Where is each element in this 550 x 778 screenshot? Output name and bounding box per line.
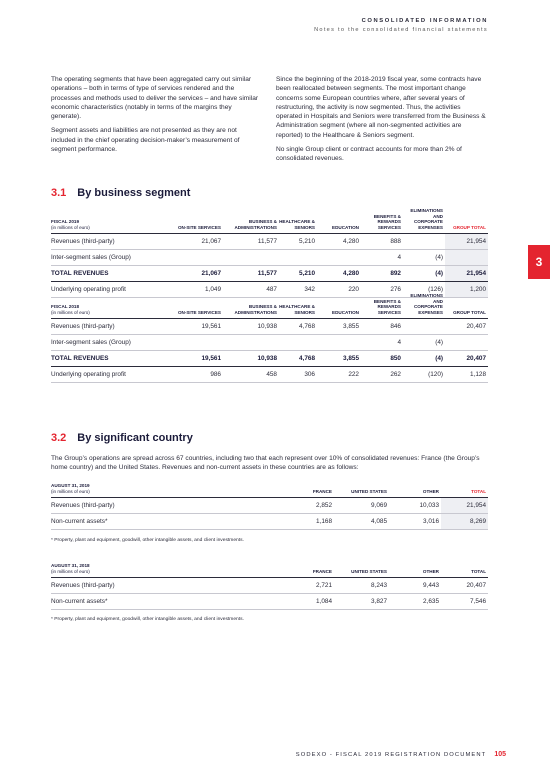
row-label: Underlying operating profit: [51, 282, 171, 298]
page-number: 105: [494, 751, 506, 758]
table-cell: 3,827: [334, 594, 389, 610]
table-cell: 342: [279, 282, 317, 298]
table-row: [51, 578, 488, 594]
table-cell: 1,049: [171, 282, 223, 298]
column-header-fiscal: FISCAL 2018 (in millions of euro): [51, 304, 90, 315]
table-cell: [317, 250, 361, 266]
column-header-date: AUGUST 31, 2018 (in millions of euro): [51, 563, 90, 574]
table-cell: 20,407: [445, 351, 488, 367]
column-header-total: TOTAL: [471, 488, 486, 494]
table-cell: [279, 250, 317, 266]
table-cell: [171, 335, 223, 351]
segment-table-2019: [51, 208, 488, 298]
table-cell: 21,067: [171, 266, 223, 282]
table-cell: 10,033: [389, 498, 441, 514]
table-cell: 9,069: [334, 498, 389, 514]
column-header: ON-SITE SERVICES: [177, 224, 221, 230]
column-header: BENEFITS & REWARDS SERVICES: [373, 298, 401, 315]
table-cell: [171, 250, 223, 266]
header-title: CONSOLIDATED INFORMATION: [361, 18, 488, 24]
intro-right-column: [276, 75, 488, 169]
section-title-significant-country: [51, 432, 193, 444]
intro-text: [51, 75, 488, 169]
table-cell: [223, 335, 279, 351]
table-cell: 4: [361, 250, 403, 266]
country-table-2019: [51, 483, 488, 530]
table-cell: (4): [403, 335, 445, 351]
table-cell: [403, 319, 445, 335]
table-cell: 20,407: [441, 578, 488, 594]
row-label: TOTAL REVENUES: [51, 351, 171, 367]
table-cell: [279, 335, 317, 351]
table-cell: 220: [317, 282, 361, 298]
table-row: [51, 266, 488, 282]
table-cell: [223, 250, 279, 266]
table-cell: 5,210: [279, 266, 317, 282]
table-cell: [317, 335, 361, 351]
segment-table-2018: [51, 293, 488, 383]
table-row: [51, 319, 488, 335]
table-cell: 21,954: [445, 234, 488, 250]
table-cell: 21,954: [445, 266, 488, 282]
table-cell: 846: [361, 319, 403, 335]
column-header: FRANCE: [312, 568, 332, 574]
table-cell: (4): [403, 250, 445, 266]
table-cell: 8,243: [334, 578, 389, 594]
table-cell: 888: [361, 234, 403, 250]
table-cell: 10,938: [223, 319, 279, 335]
table-header-row: [51, 293, 488, 319]
table-cell: 4,768: [279, 319, 317, 335]
row-label: Revenues (third-party): [51, 498, 283, 514]
table-cell: 4,280: [317, 234, 361, 250]
table-cell: 276: [361, 282, 403, 298]
intro-paragraph: Segment assets and liabilities are not presented as they are not included in the chief operating decision-maker’s measurement of segment performance.: [51, 127, 240, 154]
table-row: [51, 335, 488, 351]
table-cell: (4): [403, 351, 445, 367]
table-cell: 262: [361, 367, 403, 383]
intro-paragraph: No single Group client or contract accounts for more than 2% of consolidated revenues.: [276, 146, 462, 163]
row-label: Underlying operating profit: [51, 367, 171, 383]
row-label: Revenues (third-party): [51, 578, 283, 594]
table-cell: 1,128: [445, 367, 488, 383]
table-header-row: [51, 563, 488, 578]
table-cell: 1,200: [445, 282, 488, 298]
table-cell: 9,443: [389, 578, 441, 594]
column-header: ELIMINATIONS AND CORPORATE EXPENSES: [410, 293, 443, 315]
table-cell: [445, 335, 488, 351]
country-table-2018: [51, 563, 488, 610]
row-label: Revenues (third-party): [51, 234, 171, 250]
column-header: ELIMINATIONS AND CORPORATE EXPENSES: [410, 208, 443, 230]
table-cell: 2,635: [389, 594, 441, 610]
column-header: UNITED STATES: [351, 568, 387, 574]
table-cell: 1,084: [283, 594, 334, 610]
table-cell: [445, 250, 488, 266]
chapter-tab: 3: [528, 245, 550, 279]
table-row: [51, 351, 488, 367]
table-row: [51, 250, 488, 266]
row-label: Inter-segment sales (Group): [51, 250, 171, 266]
table-cell: 892: [361, 266, 403, 282]
table-cell: 21,954: [441, 498, 488, 514]
section-title-business-segment: [51, 187, 190, 199]
column-header: OTHER: [422, 488, 439, 494]
table-cell: 21,067: [171, 234, 223, 250]
table-cell: (120): [403, 367, 445, 383]
column-header: EDUCATION: [332, 224, 359, 230]
table-header-row: [51, 483, 488, 498]
table-row: [51, 514, 488, 530]
row-label: TOTAL REVENUES: [51, 266, 171, 282]
intro-left-column: [51, 75, 263, 169]
table-cell: 11,577: [223, 266, 279, 282]
column-header: HEALTHCARE & SENIORS: [279, 219, 315, 230]
table-cell: 4,085: [334, 514, 389, 530]
column-header: HEALTHCARE & SENIORS: [279, 304, 315, 315]
table-cell: 4: [361, 335, 403, 351]
section-heading: By significant country: [77, 432, 193, 444]
table-row: [51, 367, 488, 383]
table-row: [51, 594, 488, 610]
column-header-fiscal: FISCAL 2019 (in millions of euro): [51, 219, 90, 230]
table-cell: 11,577: [223, 234, 279, 250]
table-cell: 3,855: [317, 319, 361, 335]
table-cell: 458: [223, 367, 279, 383]
column-header: FRANCE: [312, 488, 332, 494]
table-header-row: [51, 208, 488, 234]
table-cell: 8,269: [441, 514, 488, 530]
table-cell: 4,280: [317, 266, 361, 282]
table-cell: 10,938: [223, 351, 279, 367]
row-label: Inter-segment sales (Group): [51, 335, 171, 351]
footnote: * Property, plant and equipment, goodwill, other intangible assets, and client investments.: [51, 538, 244, 543]
table-cell: 306: [279, 367, 317, 383]
table-cell: 3,855: [317, 351, 361, 367]
table-cell: 222: [317, 367, 361, 383]
row-label: Revenues (third-party): [51, 319, 171, 335]
column-header: UNITED STATES: [351, 488, 387, 494]
table-row: [51, 234, 488, 250]
table-cell: 5,210: [279, 234, 317, 250]
column-header-total: GROUP TOTAL: [453, 309, 486, 315]
table-cell: 4,768: [279, 351, 317, 367]
section-heading: By business segment: [77, 187, 191, 199]
intro-paragraph: Since the beginning of the 2018-2019 fiscal year, some contracts have been reallocated between segments. The most important change concerns some European countries where, after several years of restructuring, the activity is now segmented. Thus, the activities operated in Hospitals and Seniors were transferred from the Business & Administration segment (where all non-segmented activities are reported) to the Healthcare & Seniors segment.: [276, 76, 486, 139]
row-label: Non-current assets*: [51, 594, 283, 610]
column-header: BUSINESS & ADMINISTRATIONS: [234, 219, 277, 230]
table-cell: 1,168: [283, 514, 334, 530]
header-subtitle: Notes to the consolidated financial statements: [314, 27, 488, 33]
column-header: OTHER: [422, 568, 439, 574]
table-cell: 19,561: [171, 351, 223, 367]
table-cell: 3,016: [389, 514, 441, 530]
column-header-total: GROUP TOTAL: [453, 224, 486, 230]
section-number: 3.2: [51, 432, 67, 444]
column-header: BENEFITS & REWARDS SERVICES: [373, 213, 401, 230]
page-header: [314, 18, 488, 33]
table-cell: 487: [223, 282, 279, 298]
table-cell: (126): [403, 282, 445, 298]
column-header: ON-SITE SERVICES: [177, 309, 221, 315]
table-cell: 19,561: [171, 319, 223, 335]
country-paragraph: The Group’s operations are spread across 67 countries, including two that each represent over 10% of consolidated revenues: France (the Group’s home country) and the United States. Revenues and non-current assets in these countries are as follows:: [51, 455, 480, 472]
page-footer: [296, 751, 506, 758]
table-cell: 2,852: [283, 498, 334, 514]
footer-text: SODEXO - FISCAL 2019 REGISTRATION DOCUMENT: [295, 751, 487, 758]
row-label: Non-current assets*: [51, 514, 283, 530]
table-cell: 850: [361, 351, 403, 367]
column-header: BUSINESS & ADMINISTRATIONS: [234, 304, 277, 315]
table-cell: 7,546: [441, 594, 488, 610]
table-cell: 20,407: [445, 319, 488, 335]
column-header: EDUCATION: [332, 309, 359, 315]
table-cell: (4): [403, 266, 445, 282]
table-cell: [403, 234, 445, 250]
intro-paragraph: The operating segments that have been aggregated carry out similar operations – both in terms of type of services rendered and the processes and methods used to deliver the services – and have similar economic characteristics (notably in terms of the margins they generate).: [51, 76, 259, 121]
section-number: 3.1: [51, 187, 67, 199]
footnote: * Property, plant and equipment, goodwill, other intangible assets, and client investments.: [51, 617, 244, 622]
table-row: [51, 498, 488, 514]
table-cell: 2,721: [283, 578, 334, 594]
table-cell: 986: [171, 367, 223, 383]
column-header-date: AUGUST 31, 2019 (in millions of euro): [51, 483, 90, 494]
column-header-total: TOTAL: [471, 568, 486, 574]
